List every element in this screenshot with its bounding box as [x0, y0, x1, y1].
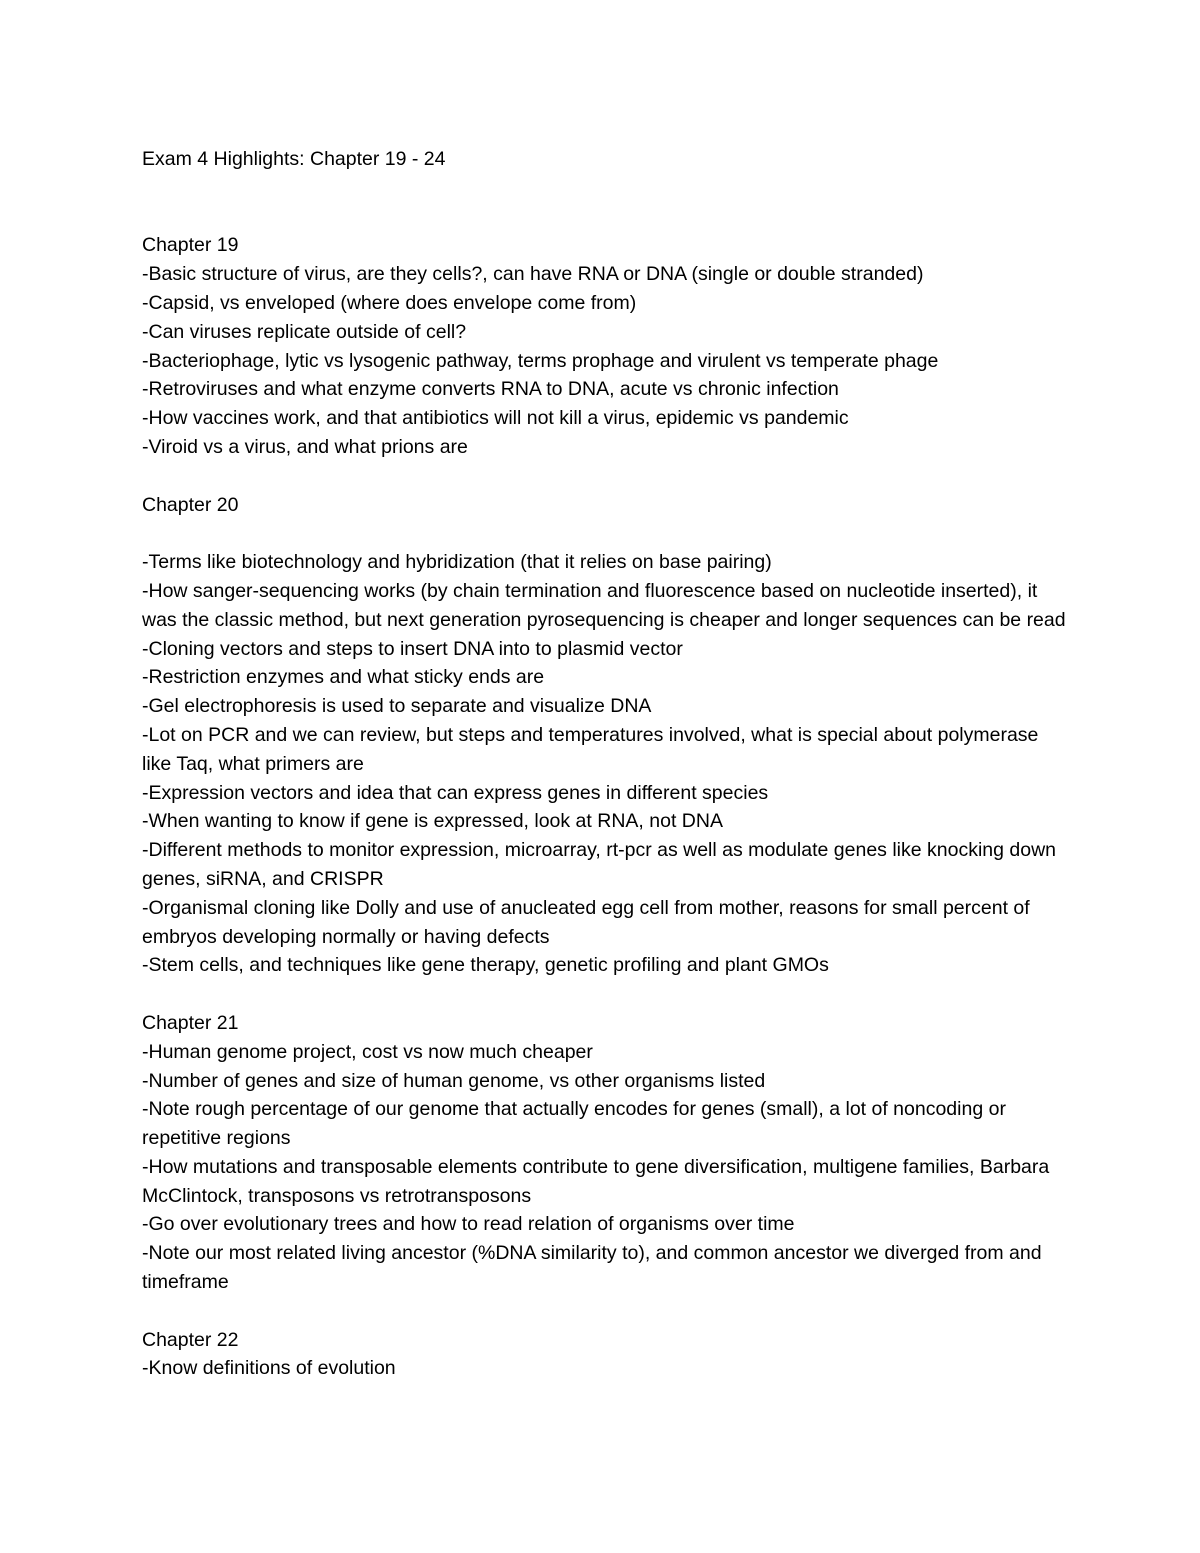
list-item: -Restriction enzymes and what sticky ends are: [142, 666, 545, 689]
list-item: -Note rough percentage of our genome that actually encodes for genes (small), a lot of noncoding or repetitive regions: [142, 1098, 1006, 1150]
section-chapter-22: [142, 1326, 1072, 1384]
list-item: -Retroviruses and what enzyme converts RNA to DNA, acute vs chronic infection: [142, 378, 839, 401]
section-heading: Chapter 20: [142, 493, 239, 516]
list-item: -Note our most related living ancestor (%DNA similarity to), and common ancestor we diverged from and timeframe: [142, 1242, 1042, 1294]
list-item: -Organismal cloning like Dolly and use of anucleated egg cell from mother, reasons for small percent of embryos developing normally or having defects: [142, 896, 1030, 948]
list-item: -Cloning vectors and steps to insert DNA into to plasmid vector: [142, 637, 683, 660]
list-item: -Expression vectors and idea that can express genes in different species: [142, 781, 769, 804]
section-chapter-21: [142, 1009, 1072, 1297]
list-item: -When wanting to know if gene is expressed, look at RNA, not DNA: [142, 810, 723, 833]
list-item: -How mutations and transposable elements contribute to gene diversification, multigene families, Barbara McClintock, transposons vs retrotransposons: [142, 1155, 1050, 1207]
list-item: -Can viruses replicate outside of cell?: [142, 320, 467, 343]
list-item: -Viroid vs a virus, and what prions are: [142, 435, 468, 458]
section-heading: Chapter 22: [142, 1328, 239, 1351]
list-item: -Lot on PCR and we can review, but steps and temperatures involved, what is special about polymerase like Taq, what primers are: [142, 723, 1039, 775]
list-item: -Number of genes and size of human genome, vs other organisms listed: [142, 1069, 766, 1092]
document-title: Exam 4 Highlights: Chapter 19 - 24: [142, 148, 446, 170]
section-heading: Chapter 19: [142, 234, 239, 257]
list-item: -Gel electrophoresis is used to separate and visualize DNA: [142, 695, 652, 718]
list-item: -Capsid, vs enveloped (where does envelope come from): [142, 291, 637, 314]
list-item: -Basic structure of virus, are they cells?, can have RNA or DNA (single or double stranded): [142, 263, 924, 286]
list-item: -How sanger-sequencing works (by chain termination and fluorescence based on nucleotide inserted), it was the classic method, but next generation pyrosequencing is cheaper and longer sequences can be read: [142, 579, 1066, 631]
section-chapter-19: [142, 231, 1072, 461]
list-item: -Different methods to monitor expression, microarray, rt-pcr as well as modulate genes like knocking down genes, siRNA, and CRISPR: [142, 839, 1057, 890]
list-item: -Go over evolutionary trees and how to read relation of organisms over time: [142, 1213, 795, 1236]
section-heading: Chapter 21: [142, 1011, 239, 1034]
list-item: -How vaccines work, and that antibiotics will not kill a virus, epidemic vs pandemic: [142, 407, 849, 430]
list-item: -Know definitions of evolution: [142, 1357, 396, 1380]
section-chapter-20: [142, 491, 1072, 981]
list-item: -Terms like biotechnology and hybridization (that it relies on base pairing): [142, 551, 772, 574]
list-item: -Bacteriophage, lytic vs lysogenic pathway, terms prophage and virulent vs temperate phage: [142, 349, 939, 372]
document-body: [142, 145, 1072, 1412]
list-item: -Human genome project, cost vs now much cheaper: [142, 1040, 593, 1063]
list-item: -Stem cells, and techniques like gene therapy, genetic profiling and plant GMOs: [142, 954, 829, 977]
